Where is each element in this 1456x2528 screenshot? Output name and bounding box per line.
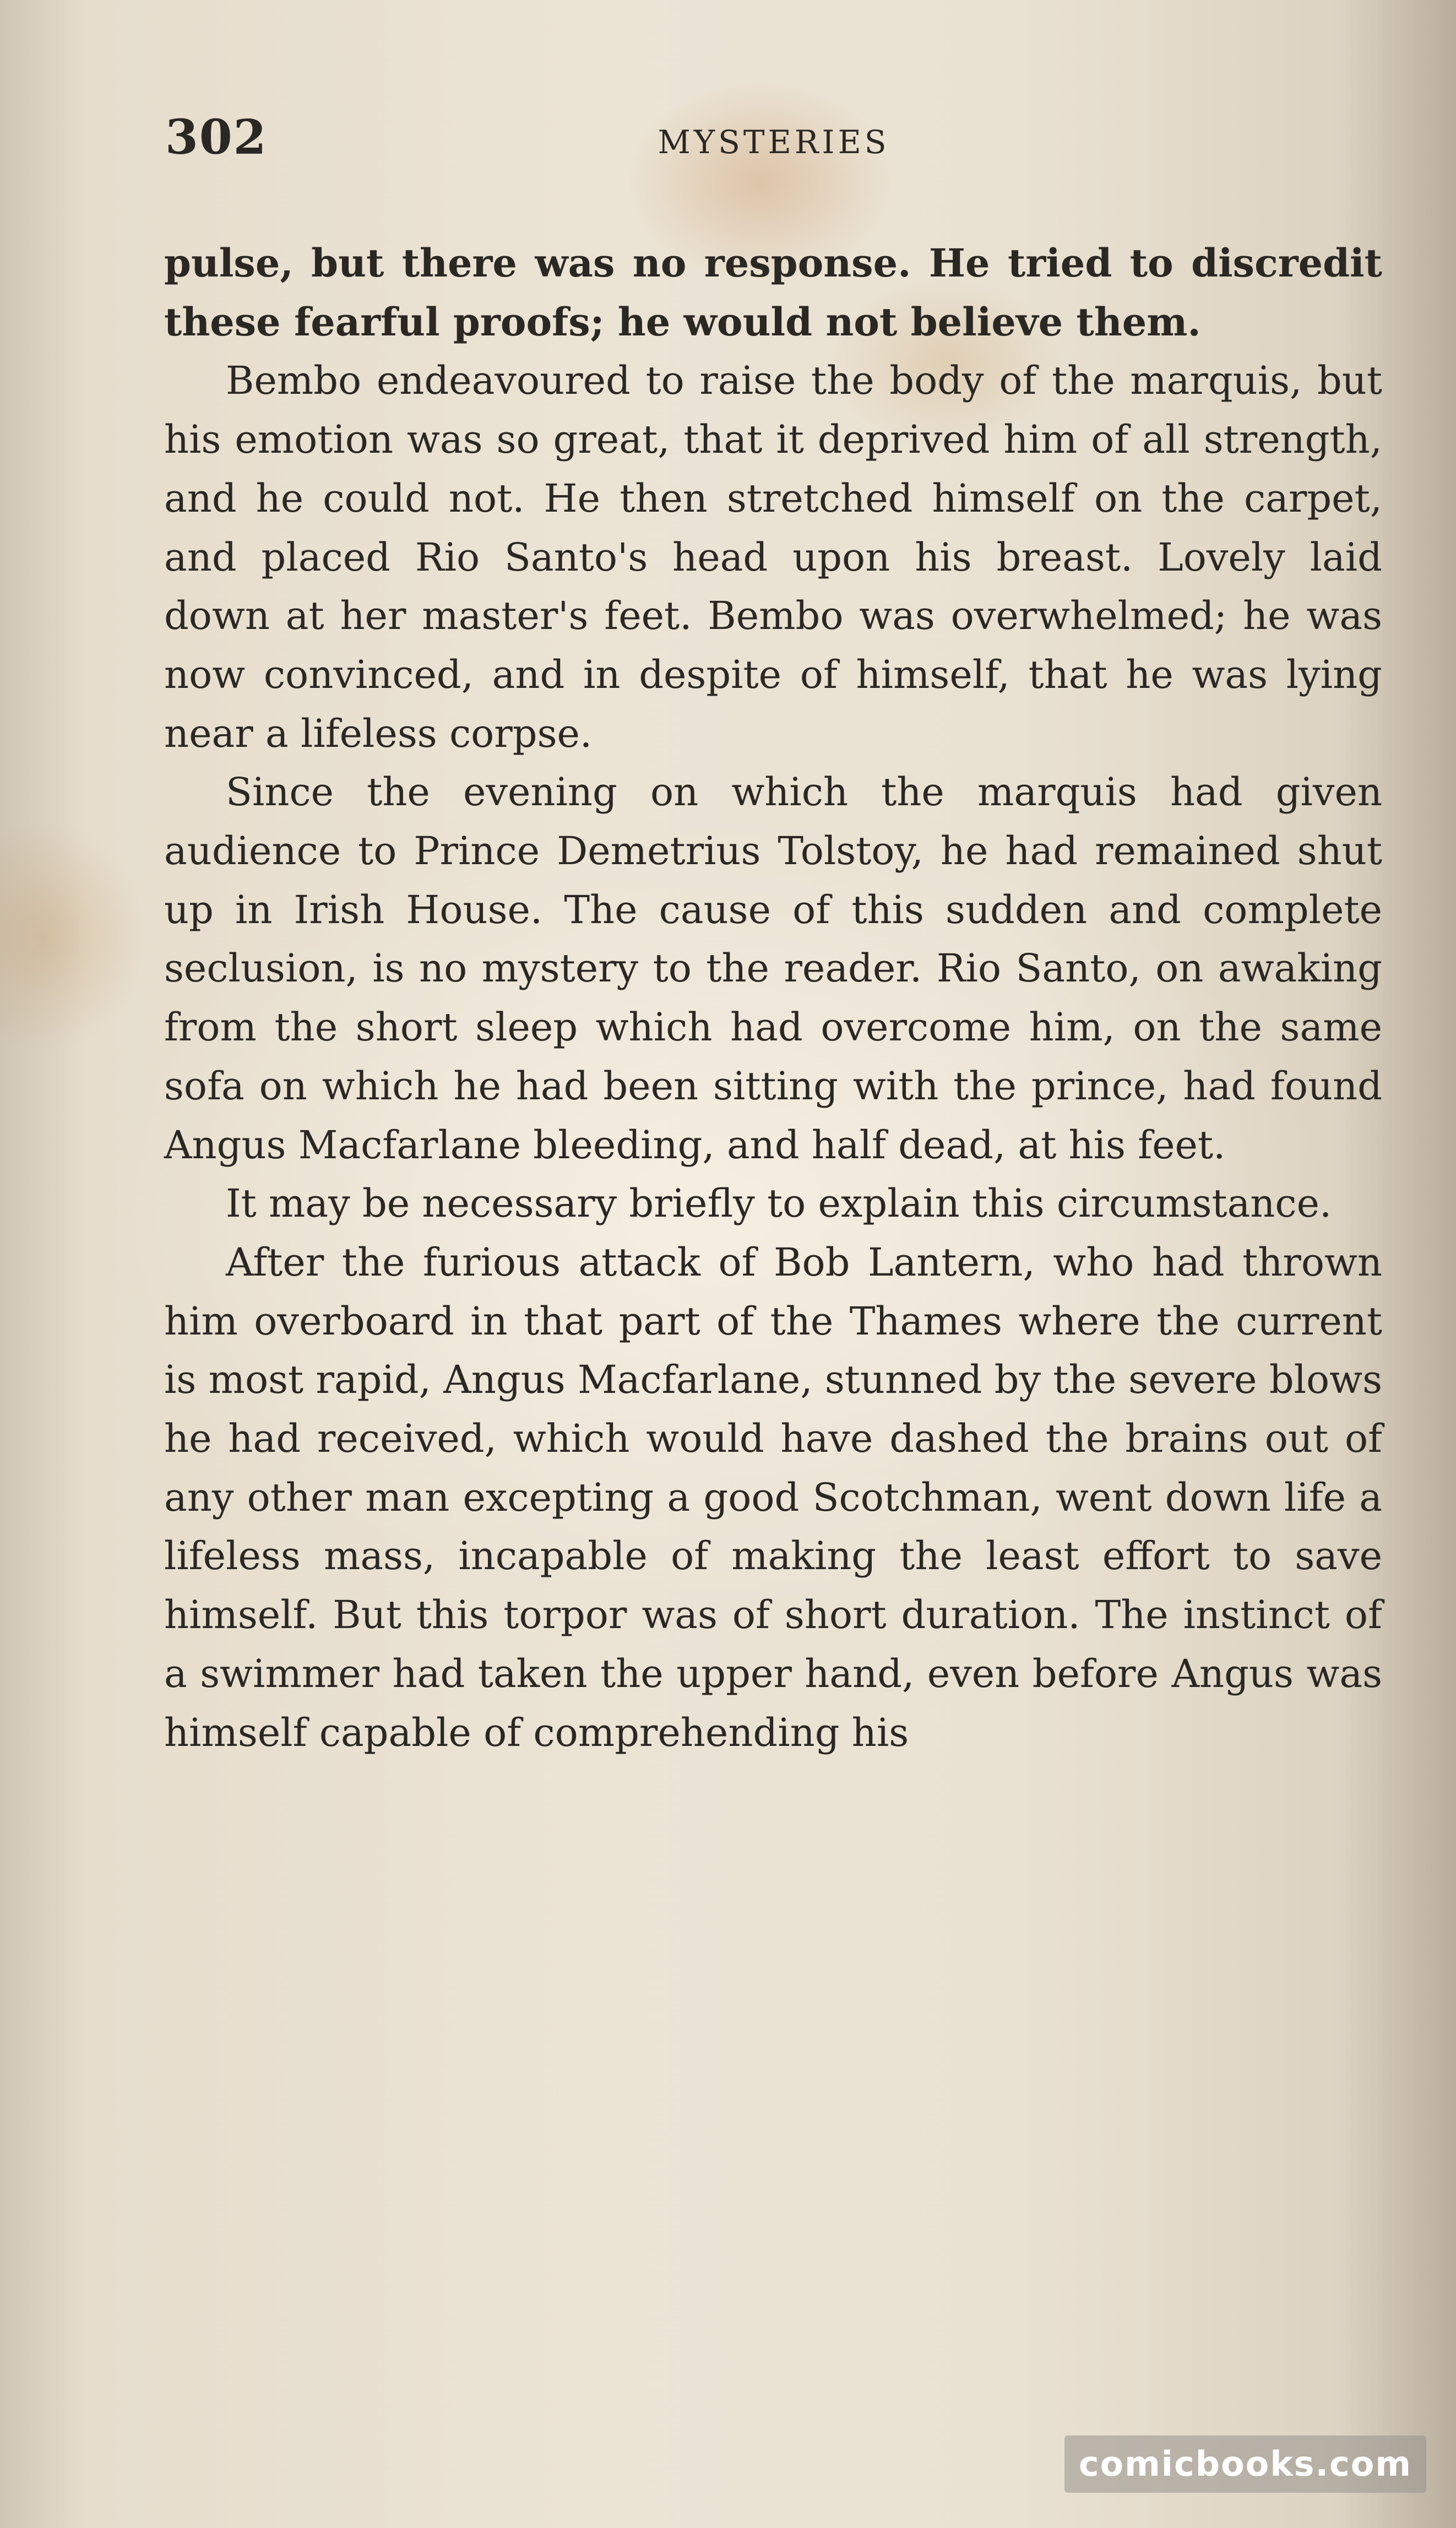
- paragraph-continued: pulse, but there was no response. He tried to discredit these fearful proofs; he would not believe them.: [164, 240, 1382, 345]
- paragraph: Since the evening on which the marquis had given audience to Prince Demetrius Tolstoy, he had remained shut up in Irish House. The cause of this sudden and complete seclusion, is no mystery to the reader. Rio Santo, on awaking from the short sleep which had overcome him, on the same sofa on which he had been sitting with the prince, had found Angus Macfarlane bleeding, and half dead, at his feet.: [164, 769, 1382, 1168]
- body-text: [164, 234, 1382, 1762]
- running-head: MYSTERIES: [658, 123, 890, 161]
- site-watermark: comicbooks.com: [1064, 2435, 1426, 2493]
- paragraph: It may be necessary briefly to explain this circumstance.: [226, 1181, 1332, 1227]
- paragraph: After the furious attack of Bob Lantern, who had thrown him overboard in that part of the Thames where the current is most rapid, Angus Macfarlane, stunned by the severe blows he had received, which would have dashed the brains out of any other man excepting a good Scotchman, went down life a lifeless mass, incapable of making the least effort to save himself. But this torpor was of short duration. The instinct of a swimmer had taken the upper hand, even before Angus was himself capable of comprehending his: [164, 1239, 1382, 1755]
- page-number: 302: [165, 110, 268, 165]
- page-header: [165, 107, 1382, 168]
- paragraph: Bembo endeavoured to raise the body of the marquis, but his emotion was so great, that it deprived him of all strength, and he could not. He then stretched himself on the carpet, and placed Rio Santo's head upon his breast. Lovely laid down at her master's feet. Bembo was overwhelmed; he was now convinced, and in despite of himself, that he was lying near a lifeless corpse.: [164, 358, 1382, 756]
